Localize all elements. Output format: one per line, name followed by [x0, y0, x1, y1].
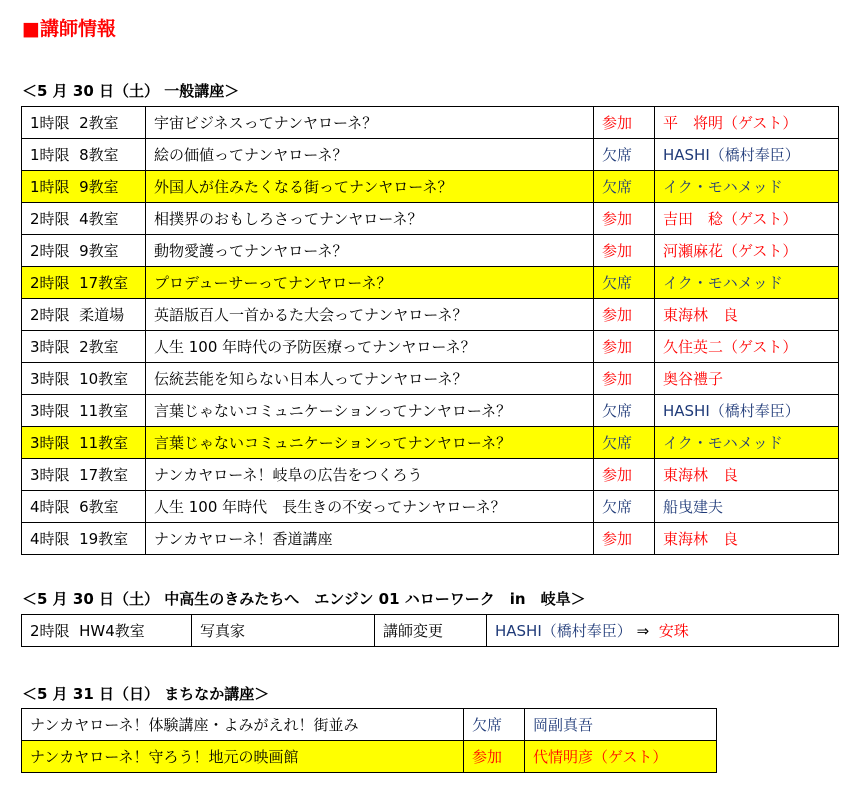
status-cell: 参加 [594, 299, 655, 331]
topic-cell: 伝統芸能を知らない日本人ってナンヤローネ？ [146, 363, 594, 395]
table-row [22, 395, 839, 427]
lecturer-to: 安珠 [658, 622, 689, 640]
table-row [22, 107, 839, 139]
topic-cell: ナンカヤローネ！岐阜の広告をつくろう [146, 459, 594, 491]
lecturer-cell: 代情明彦（ゲスト） [525, 741, 717, 773]
lecturer-cell: HASHI（橋村奉臣） [655, 139, 839, 171]
topic-cell: 相撲界のおもしろさってナンヤローネ？ [146, 203, 594, 235]
lecturer-cell: 奥谷禮子 [655, 363, 839, 395]
table-row [22, 331, 839, 363]
topic-cell: ナンカヤローネ！体験講座・よみがえれ！街並み [22, 709, 464, 741]
status-cell: 参加 [594, 203, 655, 235]
table-row [22, 203, 839, 235]
lecturer-cell: 船曳建夫 [655, 491, 839, 523]
topic-cell: 人生 100 年時代 長生きの不安ってナンヤローネ？ [146, 491, 594, 523]
lecturer-cell: 東海林 良 [655, 523, 839, 555]
table-row [22, 363, 839, 395]
period-room-cell: 4時限 19教室 [22, 523, 146, 555]
status-cell: 参加 [464, 741, 525, 773]
period-room-cell: 1時限 8教室 [22, 139, 146, 171]
table-row [22, 171, 839, 203]
lecturer-cell: 吉田 稔（ゲスト） [655, 203, 839, 235]
status-cell: 欠席 [594, 139, 655, 171]
table-row [22, 741, 717, 773]
lecturer-cell: イク・モハメッド [655, 267, 839, 299]
arrow-icon: ⇒ [636, 622, 650, 640]
period-room-cell [22, 615, 192, 647]
period-room-cell: 3時限 17教室 [22, 459, 146, 491]
table-row [22, 299, 839, 331]
topic-cell: 外国人が住みたくなる街ってナンヤローネ？ [146, 171, 594, 203]
lecturer-cell: HASHI（橋村奉臣） [655, 395, 839, 427]
lecturer-cell: イク・モハメッド [655, 171, 839, 203]
topic-cell: 英語版百人一首かるた大会ってナンヤローネ？ [146, 299, 594, 331]
status-cell: 参加 [594, 107, 655, 139]
topic-cell: 言葉じゃないコミュニケーションってナンヤローネ？ [146, 427, 594, 459]
table-row [22, 615, 839, 647]
period-room-cell: 4時限 6教室 [22, 491, 146, 523]
lecturer-cell: 東海林 良 [655, 299, 839, 331]
change-cell [487, 615, 839, 647]
topic-cell: ナンカヤローネ！香道講座 [146, 523, 594, 555]
topic-cell: プロデューサーってナンヤローネ？ [146, 267, 594, 299]
status-cell: 欠席 [594, 171, 655, 203]
period-room-cell: 3時限 11教室 [22, 427, 146, 459]
period-room-cell: 1時限 2教室 [22, 107, 146, 139]
period: 2時限 [30, 622, 70, 640]
table-row [22, 459, 839, 491]
lecturer-cell: 平 将明（ゲスト） [655, 107, 839, 139]
status-cell: 欠席 [594, 427, 655, 459]
status-cell: 参加 [594, 523, 655, 555]
period-room-cell: 2時限 9教室 [22, 235, 146, 267]
lecturer-cell: 岡副真吾 [525, 709, 717, 741]
lecturer-from: HASHI（橋村奉臣） [495, 622, 632, 640]
period-room-cell: 3時限 11教室 [22, 395, 146, 427]
topic-cell: 人生 100 年時代の予防医療ってナンヤローネ？ [146, 331, 594, 363]
period-room-cell: 2時限 17教室 [22, 267, 146, 299]
lecturer-cell: イク・モハメッド [655, 427, 839, 459]
table-row [22, 235, 839, 267]
section-heading-general: ＜5 月 30 日（土） 一般講座＞ [22, 82, 240, 100]
table-row [22, 427, 839, 459]
status-cell: 欠席 [594, 395, 655, 427]
topic-cell: 言葉じゃないコミュニケーションってナンヤローネ？ [146, 395, 594, 427]
lecturer-cell: 久住英二（ゲスト） [655, 331, 839, 363]
status-cell: 参加 [594, 331, 655, 363]
table-row [22, 709, 717, 741]
topic-cell: 写真家 [192, 615, 375, 647]
page-title: ■講師情報 [22, 18, 116, 40]
period-room-cell: 3時限 2教室 [22, 331, 146, 363]
status-cell: 参加 [594, 459, 655, 491]
table-row [22, 491, 839, 523]
status-cell: 欠席 [594, 267, 655, 299]
section-heading-hellowork: ＜5 月 30 日（土） 中高生のきみたちへ エンジン 01 ハローワーク in 岐阜＞ [22, 590, 586, 608]
note-cell: 講師変更 [375, 615, 487, 647]
lecturer-cell: 東海林 良 [655, 459, 839, 491]
period-room-cell: 1時限 9教室 [22, 171, 146, 203]
topic-cell: ナンカヤローネ！守ろう！地元の映画館 [22, 741, 464, 773]
machinaka-table [21, 708, 717, 773]
status-cell: 欠席 [464, 709, 525, 741]
room: HW4教室 [79, 622, 145, 640]
status-cell: 参加 [594, 235, 655, 267]
table-row [22, 523, 839, 555]
hellowork-table [21, 614, 839, 647]
table-row [22, 267, 839, 299]
status-cell: 参加 [594, 363, 655, 395]
general-lecture-table [21, 106, 839, 555]
section-heading-machinaka: ＜5 月 31 日（日） まちなか講座＞ [22, 685, 270, 703]
topic-cell: 宇宙ビジネスってナンヤローネ？ [146, 107, 594, 139]
period-room-cell: 3時限 10教室 [22, 363, 146, 395]
table-row [22, 139, 839, 171]
period-room-cell: 2時限 柔道場 [22, 299, 146, 331]
status-cell: 欠席 [594, 491, 655, 523]
period-room-cell: 2時限 4教室 [22, 203, 146, 235]
topic-cell: 絵の価値ってナンヤローネ？ [146, 139, 594, 171]
topic-cell: 動物愛護ってナンヤローネ？ [146, 235, 594, 267]
lecturer-cell: 河瀬麻花（ゲスト） [655, 235, 839, 267]
